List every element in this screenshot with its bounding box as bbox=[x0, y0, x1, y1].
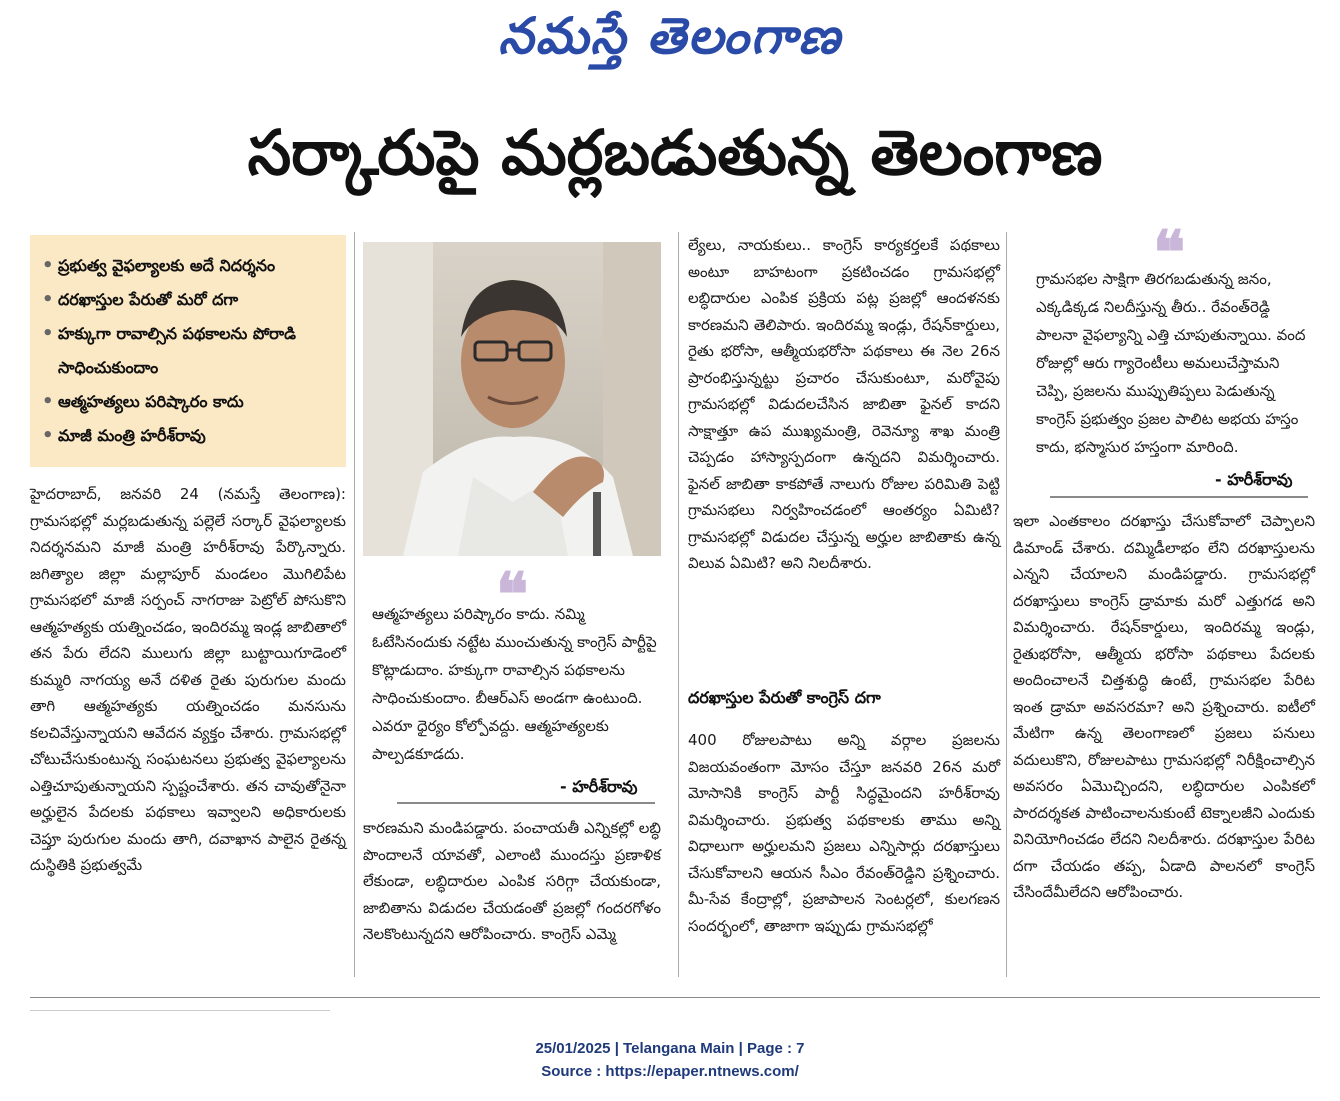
portrait-illustration bbox=[363, 242, 661, 556]
pullquote-divider bbox=[1050, 496, 1308, 498]
column-divider bbox=[1006, 232, 1007, 977]
highlight-item: • హక్కుగా రావాల్సిన పథకాలను పోరాడి సాధించుకుందాం bbox=[42, 317, 336, 385]
footer-source-line: Source : https://epaper.ntnews.com/ bbox=[541, 1063, 799, 1080]
article-column-3: ల్యేలు, నాయకులు.. కాంగ్రెస్ కార్యకర్తలకే పథకాలు అంటూ బాహటంగా ప్రకటించడం గ్రామసభల్లో లబ్ధిదారుల ఎంపిక ప్రక్రియ పట్ల ప్రజల్లో ఆందళనకు కారణమని తెలిపారు. ఇందిరమ్మ ఇండ్లు, రేషన్‌కార్డులు, రైతు భరోసా, ఆత్మీయభరోసా పథకాలు ఈ నెల 26న ప్రారంభిస్తున్నట్టు ప్రచారం చేసుకుంటూ, మరోవైపు గ్రామసభల్లో విడుదలచేసిన జాబితా ఫైనల్ కాదని సాక్షాత్తూ ఉప ముఖ్యమంత్రి, రెవెన్యూ శాఖ మంత్రి చెప్పడం హాస్యాస్పదంగా ఉన్నదని విమర్శించారు. ఫైనల్ జాబితా కాకపోతే నాలుగు రోజుల పరిమితి పెట్టి గ్రామసభలు నిర్వహించడంలో ఆంతర్యం ఏమిటి? గ్రామసభల్లో విడుదల చేస్తున్న అర్హుల జాబితాకు ఉన్న విలువ ఏమిటి? అని నిలదీశారు. bbox=[688, 236, 1000, 572]
pullquote-attribution: - హరీశ్‌రావు bbox=[1215, 470, 1293, 489]
highlight-text: ప్రభుత్వ వైఫల్యాలకు అదే నిదర్శనం bbox=[58, 256, 276, 275]
highlight-text: మాజీ మంత్రి హరీశ్‌రావు bbox=[58, 426, 206, 445]
pullquote-attribution: - హరీశ్‌రావు bbox=[560, 777, 638, 796]
bottom-rule-short bbox=[30, 1010, 330, 1011]
column-divider bbox=[678, 232, 679, 977]
highlight-text: హక్కుగా రావాల్సిన పథకాలను పోరాడి సాధించుకుందాం bbox=[58, 324, 296, 377]
article-column-1: హైదరాబాద్, జనవరి 24 (నమస్తే తెలంగాణ): గ్రామసభల్లో మర్లబడుతున్న పల్లెలే సర్కార్ వైఫల్యాలకు నిదర్శనమని మాజీ మంత్రి హరీశ్‌రావు పేర్కొన్నారు. జగిత్యాల జిల్లా మల్లాపూర్ మండలం మొగిలిపేట గ్రామసభలో మాజీ సర్పంచ్ నాగరాజు పెట్రోల్ పోసుకొని ఆత్మహత్యకు యత్నించడం, ఇందిరమ్మ ఇండ్ల జాబితాలో తన పేరు లేదని ములుగు జిల్లా బుట్టాయిగూడెంలో కుమ్మరి నాగయ్య అనే దళిత రైతు పురుగుల మందు తాగి ఆత్మహత్యకు యత్నించడం మనసును కలచివేస్తున్నాయని ఆవేదన వ్యక్తం చేశారు. గ్రామసభల్లో చోటుచేసుకుంటున్న సంఘటనలు ప్రభుత్వ వైఫల్యాలను ఎత్తిచూపుతున్నాయని స్పష్టంచేశారు. తన చావుతోనైనా అర్హులైన పేదలకు పథకాలు ఇవ్వాలని అధికారులకు చెప్తూ పురుగుల మందు తాగి, దవాఖాన పాలైన రైతన్న దుస్థితికి ప్రభుత్వమే bbox=[30, 485, 347, 874]
portrait-photo bbox=[363, 242, 661, 556]
highlight-text: దరఖాస్తుల పేరుతో మరో దగా bbox=[58, 290, 239, 309]
article-column-3-continued: 400 రోజులపాటు అన్ని వర్గాల ప్రజలను విజయవంతంగా మోసం చేస్తూ జనవరి 26న మరో మోసానికి కాంగ్రెస్ పార్టీ సిద్ధమైందని హరీశ్‌రావు విమర్శించారు. ప్రభుత్వ పథకాలకు తాము అన్ని విధాలుగా అర్హులమని ప్రజలు ఎన్నిసార్లు దరఖాస్తులు చేసుకోవాలని ఆయన సీఎం రేవంత్‌రెడ్డిని ప్రశ్నించారు. మీ-సేవ కేంద్రాల్లో, ప్రజాపాలన సెంటర్లలో, కులగణన సందర్భంలో, తాజాగా ఇప్పుడు గ్రామసభల్లో bbox=[688, 731, 1000, 935]
highlights-box bbox=[30, 235, 346, 467]
quote-icon: ❝ bbox=[496, 560, 529, 630]
highlight-item: • దరఖాస్తుల పేరుతో మరో దగా bbox=[42, 283, 336, 317]
highlight-text: ఆత్మహత్యలు పరిష్కారం కాదు bbox=[58, 392, 244, 411]
article-column-2: కారణమని మండిపడ్డారు. పంచాయతీ ఎన్నికల్లో లబ్ధి పొందాలనే యావతో, ఎలాంటి ముందస్తు ప్రణాళిక లేకుండా, లబ్ధిదారుల ఎంపిక సరిగ్గా చేయకుండా, జాబితాను విడుదల చేయడంతో ప్రజల్లో గందరగోళం నెలకొంటున్నదని ఆరోపించారు. కాంగ్రెస్ ఎమ్మె bbox=[363, 819, 661, 943]
footer-date-line: 25/01/2025 | Telangana Main | Page : 7 bbox=[535, 1040, 805, 1057]
highlight-item: • ఆత్మహత్యలు పరిష్కారం కాదు bbox=[42, 385, 336, 419]
masthead-logo: నమస్తే తెలంగాణ bbox=[498, 6, 842, 65]
pullquote-divider bbox=[397, 802, 655, 804]
pullquote-text: ఆత్మహత్యలు పరిష్కారం కాదు. నమ్మి ఓటేసినందుకు నట్టేట ముంచుతున్న కాంగ్రెస్ పార్టీపై కొట్లాడుదాం. హక్కుగా రావాల్సిన పథకాలను సాధించుకుందాం. బీఆర్‌ఎస్ అండగా ఉంటుంది. ఎవరూ ధైర్యం కోల్పోవద్దు. ఆత్మహత్యలకు పాల్పడకూడదు. bbox=[372, 605, 657, 763]
column-divider bbox=[354, 232, 355, 977]
pullquote-text: గ్రామసభల సాక్షిగా తిరగబడుతున్న జనం, ఎక్కడిక్కడ నిలదీస్తున్న తీరు.. రేవంత్‌రెడ్డి పాలనా వైఫల్యాన్ని ఎత్తి చూపుతున్నాయి. వంద రోజుల్లో ఆరు గ్యారెంటీలు అమలుచేస్తామని చెప్పి, ప్రజలను ముప్పుతిప్పలు పెడుతున్న కాంగ్రెస్ ప్రభుత్వం ప్రజల పాలిట అభయ హస్తం కాదు, భస్మాసుర హస్తంగా మారింది. bbox=[1036, 270, 1306, 456]
section-subhead: దరఖాస్తుల పేరుతో కాంగ్రెస్ దగా bbox=[688, 688, 881, 707]
quote-icon: ❝ bbox=[1153, 218, 1186, 288]
article-column-4: ఇలా ఎంతకాలం దరఖాస్తు చేసుకోవాలో చెప్పాలని డిమాండ్ చేశారు. దమ్మిడీలాభం లేని దరఖాస్తులను ఎన్నని చేయాలని మండిపడ్డారు. గ్రామసభల్లో దరఖాస్తులు కాంగ్రెస్ డ్రామాకు మరో ఎత్తుగడ అని విమర్శించారు. రేషన్‌కార్డులు, ఇందిరమ్మ ఇండ్లు, రైతుభరోసా, ఆత్మీయ భరోసా పథకాలు పేదలకు అందించాలనే చిత్తశుద్ధి ఉంటే, గ్రామసభల పేరిట ఇంత డ్రామా అవసరమా? అని ప్రశ్నించారు. ఐటీలో మేటిగా ఉన్న తెలంగాణలో ప్రజలు పనులు వదులుకొని, రోజులపాటు గ్రామసభల్లో నిరీక్షించాల్సిన అవసరం ఏమొచ్చిందని, లబ్ధిదారుల ఎంపికలో పారదర్శకత పాటించాలనుకుంటే టెక్నాలజీని ఎందుకు వినియోగించడం లేదని నిలదీశారు. దరఖాస్తుల పేరిట దగా చేయడం తప్ప, ఏడాది పాలనలో కాంగ్రెస్ చేసిందేమీలేదని ఆరోపించారు. bbox=[1013, 512, 1315, 901]
page-headline: సర్కారుపై మర్లబడుతున్న తెలంగాణ bbox=[247, 116, 1103, 189]
highlight-item: • ప్రభుత్వ వైఫల్యాలకు అదే నిదర్శనం bbox=[42, 249, 336, 283]
bottom-rule bbox=[30, 997, 1320, 998]
highlight-item: • మాజీ మంత్రి హరీశ్‌రావు bbox=[42, 419, 336, 453]
